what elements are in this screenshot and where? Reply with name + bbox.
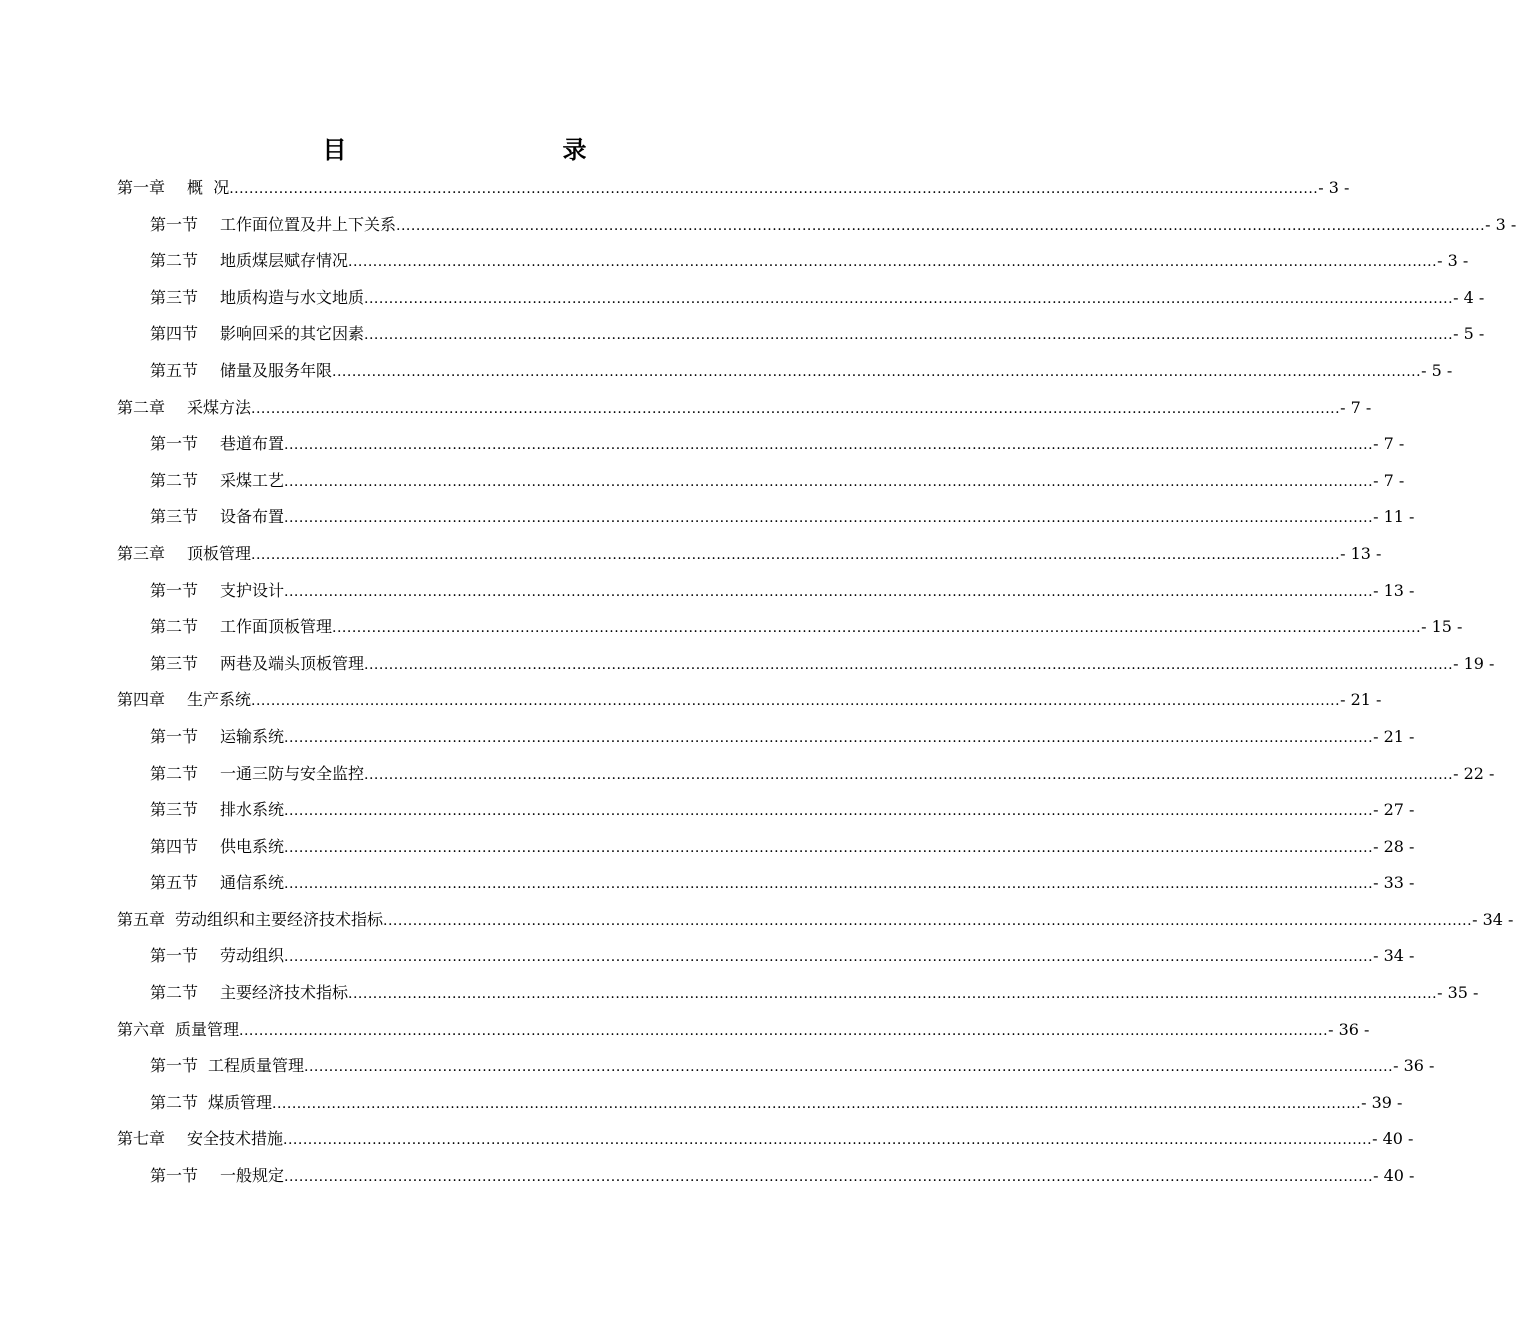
chapter-label: 第二章 (117, 397, 166, 417)
section-label: 第三节 (150, 507, 199, 527)
toc-entry-text (150, 1085, 272, 1122)
toc-entry-text (150, 646, 364, 683)
page-number: - 22 - (1453, 763, 1495, 783)
page-number: - 21 - (1340, 690, 1382, 710)
page-number: - 3 - (1318, 178, 1350, 197)
toc-section-entry[interactable] (117, 792, 1415, 829)
toc-entry-text (150, 938, 284, 975)
dot-leader: ............................................................................................................................................................................................................................ (284, 473, 1374, 490)
section-label: 第四节 (150, 836, 199, 856)
chapter-title: 顶板管理 (187, 543, 252, 563)
section-title: 一般规定 (220, 1166, 285, 1186)
chapter-label: 第四章 (117, 690, 166, 710)
section-title: 煤质管理 (208, 1092, 273, 1112)
dot-leader: ............................................................................................................................................................................................................................ (284, 1169, 1374, 1186)
section-label: 第一节 (150, 726, 199, 746)
dot-leader: ............................................................................................................................................................................................................................ (364, 327, 1454, 344)
dot-leader: ............................................................................................................................................................................................................................ (284, 729, 1374, 746)
section-label: 第一节 (150, 946, 199, 966)
dot-leader: ............................................................................................................................................................................................................................ (364, 656, 1454, 673)
section-title: 供电系统 (220, 836, 285, 856)
dot-leader: ............................................................................................................................................................................................................................ (284, 949, 1374, 966)
page-number: - 13 - (1340, 543, 1382, 563)
dot-leader: ............................................................................................................................................................................................................................ (272, 1095, 1362, 1112)
toc-entry-text (117, 170, 229, 207)
page-number: - 34 - (1472, 909, 1514, 929)
page-number: - 28 - (1373, 836, 1415, 856)
dot-leader: ............................................................................................................................................................................................................................ (348, 986, 1438, 1003)
section-title: 地质煤层赋存情况 (220, 251, 349, 271)
section-title: 巷道布置 (220, 434, 285, 454)
dot-leader: ............................................................................................................................................................................................................................ (284, 510, 1374, 527)
chapter-label: 第三章 (117, 543, 166, 563)
toc-entry-text (150, 426, 284, 463)
page-number: - 7 - (1373, 434, 1405, 454)
page-number: - 33 - (1373, 873, 1415, 893)
section-label: 第一节 (150, 434, 199, 454)
toc-section-entry[interactable] (117, 280, 1485, 317)
toc-chapter-entry[interactable] (117, 390, 1372, 427)
section-title: 工作面顶板管理 (220, 617, 333, 637)
toc-entry-text (117, 390, 251, 427)
section-label: 第一节 (150, 1166, 199, 1186)
dot-leader: ............................................................................................................................................................................................................................ (283, 1132, 1373, 1149)
dot-leader: ............................................................................................................................................................................................................................ (332, 363, 1422, 380)
toc-section-entry[interactable] (117, 243, 1469, 280)
page-number: - 5 - (1453, 324, 1485, 344)
section-label: 第五节 (150, 873, 199, 893)
page-number: - 4 - (1453, 287, 1485, 307)
section-title: 一通三防与安全监控 (220, 763, 365, 783)
chapter-label: 第五章 (117, 909, 166, 929)
section-label: 第一节 (150, 1056, 199, 1076)
toc-entry-text (150, 499, 284, 536)
dot-leader: ............................................................................................................................................................................................................................ (239, 1022, 1329, 1039)
page-number: - 35 - (1437, 983, 1479, 1003)
toc-title: 目 录 (322, 135, 643, 164)
toc-section-entry[interactable] (117, 353, 1453, 390)
toc-entry-text (150, 975, 348, 1012)
page-number: - 15 - (1421, 617, 1463, 637)
toc-section-entry[interactable] (117, 646, 1495, 683)
toc-entry-text (117, 1121, 283, 1158)
toc-entry-text (150, 719, 284, 756)
toc-section-entry[interactable] (117, 207, 1516, 244)
dot-leader: ............................................................................................................................................................................................................................ (251, 546, 1341, 563)
toc-entry-text (150, 243, 348, 280)
page-number: - 3 - (1437, 251, 1469, 271)
toc-section-entry[interactable] (117, 938, 1415, 975)
toc-entry-text (150, 207, 396, 244)
page-number: - 40 - (1372, 1129, 1414, 1149)
page-number: - 19 - (1453, 653, 1495, 673)
toc-section-entry[interactable] (117, 573, 1415, 610)
section-label: 第三节 (150, 287, 199, 307)
chapter-title: 概 况 (187, 178, 230, 197)
section-label: 第三节 (150, 653, 199, 673)
page-number: - 27 - (1373, 800, 1415, 820)
section-label: 第三节 (150, 800, 199, 820)
chapter-label: 第一章 (117, 178, 166, 197)
toc-entry-text (117, 682, 251, 719)
section-title: 主要经济技术指标 (220, 983, 349, 1003)
section-label: 第五节 (150, 360, 199, 380)
toc-entry-text (150, 756, 364, 793)
page-number: - 36 - (1393, 1056, 1435, 1076)
toc-section-entry[interactable] (117, 865, 1415, 902)
chapter-title: 劳动组织和主要经济技术指标 (175, 909, 384, 929)
section-label: 第一节 (150, 214, 199, 234)
section-title: 设备布置 (220, 507, 285, 527)
page-number: - 11 - (1373, 507, 1415, 527)
toc-entry-text (150, 609, 332, 646)
dot-leader: ............................................................................................................................................................................................................................ (332, 620, 1422, 637)
toc-section-entry[interactable] (117, 975, 1479, 1012)
page-number: - 5 - (1421, 360, 1453, 380)
chapter-title: 质量管理 (175, 1019, 240, 1039)
section-label: 第二节 (150, 983, 199, 1003)
toc-list (117, 170, 1516, 1195)
toc-entry-text (150, 463, 284, 500)
toc-section-entry[interactable] (117, 316, 1485, 353)
toc-section-entry[interactable] (117, 463, 1405, 500)
page-number: - 21 - (1373, 726, 1415, 746)
toc-entry-text (117, 536, 251, 573)
dot-leader: ............................................................................................................................................................................................................................ (251, 400, 1341, 417)
section-title: 储量及服务年限 (220, 360, 333, 380)
toc-entry-text (150, 316, 364, 353)
section-title: 工作面位置及井上下关系 (220, 214, 397, 234)
page-number: - 39 - (1361, 1092, 1403, 1112)
section-title: 地质构造与水文地质 (220, 287, 365, 307)
toc-entry-text (150, 1158, 284, 1195)
toc-section-entry[interactable] (117, 609, 1463, 646)
toc-section-entry[interactable] (117, 719, 1415, 756)
toc-section-entry[interactable] (117, 499, 1415, 536)
toc-entry-text (150, 280, 364, 317)
toc-chapter-entry[interactable] (117, 682, 1382, 719)
page-number: - 34 - (1373, 946, 1415, 966)
toc-entry-text (117, 902, 383, 939)
page-number: - 40 - (1373, 1166, 1415, 1186)
section-label: 第二节 (150, 1092, 199, 1112)
toc-entry-text (150, 573, 284, 610)
section-label: 第二节 (150, 251, 199, 271)
dot-leader: ............................................................................................................................................................................................................................ (304, 1059, 1394, 1076)
toc-entry-text (150, 865, 284, 902)
toc-entry-text (150, 792, 284, 829)
dot-leader: ............................................................................................................................................................................................................................ (229, 181, 1319, 197)
toc-entry-text (117, 1012, 239, 1049)
section-label: 第四节 (150, 324, 199, 344)
section-title: 工程质量管理 (208, 1056, 305, 1076)
section-title: 劳动组织 (220, 946, 285, 966)
dot-leader: ............................................................................................................................................................................................................................ (383, 912, 1473, 929)
page-number: - 13 - (1373, 580, 1415, 600)
section-title: 采煤工艺 (220, 470, 285, 490)
toc-section-entry[interactable] (117, 1048, 1435, 1085)
section-label: 第二节 (150, 617, 199, 637)
toc-section-entry[interactable] (117, 1085, 1403, 1122)
toc-section-entry[interactable] (117, 756, 1495, 793)
dot-leader: ............................................................................................................................................................................................................................ (284, 583, 1374, 600)
dot-leader: ............................................................................................................................................................................................................................ (364, 290, 1454, 307)
dot-leader: ............................................................................................................................................................................................................................ (348, 254, 1438, 271)
toc-chapter-entry[interactable] (117, 536, 1382, 573)
chapter-label: 第六章 (117, 1019, 166, 1039)
dot-leader: ............................................................................................................................................................................................................................ (396, 217, 1486, 234)
section-title: 支护设计 (220, 580, 285, 600)
toc-entry-text (150, 829, 284, 866)
page-number: - 36 - (1328, 1019, 1370, 1039)
dot-leader: ............................................................................................................................................................................................................................ (284, 876, 1374, 893)
toc-section-entry[interactable] (117, 829, 1415, 866)
chapter-title: 采煤方法 (187, 397, 252, 417)
page-number: - 7 - (1373, 470, 1405, 490)
toc-chapter-entry[interactable] (117, 170, 1350, 207)
page-number: - 3 - (1485, 214, 1516, 234)
chapter-title: 安全技术措施 (187, 1129, 284, 1149)
dot-leader: ............................................................................................................................................................................................................................ (251, 693, 1341, 710)
section-label: 第二节 (150, 470, 199, 490)
dot-leader: ............................................................................................................................................................................................................................ (364, 766, 1454, 783)
section-label: 第二节 (150, 763, 199, 783)
dot-leader: ............................................................................................................................................................................................................................ (284, 803, 1374, 820)
toc-entry-text (150, 1048, 304, 1085)
page-number: - 7 - (1340, 397, 1372, 417)
section-title: 通信系统 (220, 873, 285, 893)
section-title: 影响回采的其它因素 (220, 324, 365, 344)
section-title: 排水系统 (220, 800, 285, 820)
toc-entry-text (150, 353, 332, 390)
section-title: 两巷及端头顶板管理 (220, 653, 365, 673)
toc-chapter-entry[interactable] (117, 1121, 1414, 1158)
toc-section-entry[interactable] (117, 426, 1405, 463)
dot-leader: ............................................................................................................................................................................................................................ (284, 437, 1374, 454)
dot-leader: ............................................................................................................................................................................................................................ (284, 839, 1374, 856)
toc-section-entry[interactable] (117, 1158, 1415, 1195)
toc-chapter-entry[interactable] (117, 902, 1514, 939)
chapter-label: 第七章 (117, 1129, 166, 1149)
section-label: 第一节 (150, 580, 199, 600)
toc-chapter-entry[interactable] (117, 1012, 1370, 1049)
chapter-title: 生产系统 (187, 690, 252, 710)
section-title: 运输系统 (220, 726, 285, 746)
